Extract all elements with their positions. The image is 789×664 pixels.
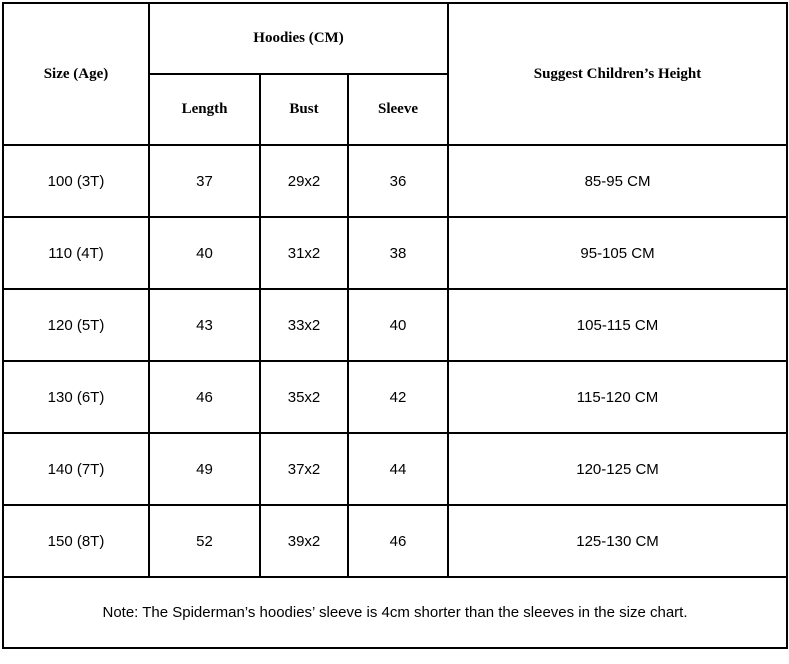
height-cell: 95-105 CM	[448, 217, 787, 289]
bust-cell: 37x2	[260, 433, 348, 505]
height-cell: 120-125 CM	[448, 433, 787, 505]
table-row	[3, 433, 787, 505]
table-row	[3, 289, 787, 361]
size-cell: 120 (5T)	[3, 289, 149, 361]
height-cell: 115-120 CM	[448, 361, 787, 433]
bust-cell: 29x2	[260, 145, 348, 217]
height-cell: 85-95 CM	[448, 145, 787, 217]
bust-cell: 33x2	[260, 289, 348, 361]
length-cell: 37	[149, 145, 260, 217]
table-row	[3, 361, 787, 433]
sleeve-cell: 38	[348, 217, 448, 289]
size-column-header: Size (Age)	[3, 3, 149, 145]
sleeve-cell: 36	[348, 145, 448, 217]
note-text: Note: The Spiderman’s hoodies’ sleeve is 4cm shorter than the sleeves in the size chart.	[3, 577, 787, 648]
size-cell: 140 (7T)	[3, 433, 149, 505]
bust-column-header: Bust	[260, 74, 348, 145]
sleeve-cell: 46	[348, 505, 448, 577]
bust-cell: 35x2	[260, 361, 348, 433]
table-row	[3, 217, 787, 289]
height-cell: 125-130 CM	[448, 505, 787, 577]
size-chart-table	[2, 2, 788, 649]
bust-cell: 39x2	[260, 505, 348, 577]
length-cell: 43	[149, 289, 260, 361]
size-cell: 130 (6T)	[3, 361, 149, 433]
length-cell: 46	[149, 361, 260, 433]
sleeve-cell: 44	[348, 433, 448, 505]
note-row	[3, 577, 787, 648]
size-cell: 110 (4T)	[3, 217, 149, 289]
length-column-header: Length	[149, 74, 260, 145]
height-column-header: Suggest Children’s Height	[448, 3, 787, 145]
hoodies-group-header: Hoodies (CM)	[149, 3, 448, 74]
height-cell: 105-115 CM	[448, 289, 787, 361]
bust-cell: 31x2	[260, 217, 348, 289]
table-row	[3, 145, 787, 217]
size-cell: 150 (8T)	[3, 505, 149, 577]
header-row-top	[3, 3, 787, 74]
length-cell: 40	[149, 217, 260, 289]
length-cell: 49	[149, 433, 260, 505]
table-row	[3, 505, 787, 577]
sleeve-cell: 42	[348, 361, 448, 433]
sleeve-cell: 40	[348, 289, 448, 361]
sleeve-column-header: Sleeve	[348, 74, 448, 145]
length-cell: 52	[149, 505, 260, 577]
size-cell: 100 (3T)	[3, 145, 149, 217]
